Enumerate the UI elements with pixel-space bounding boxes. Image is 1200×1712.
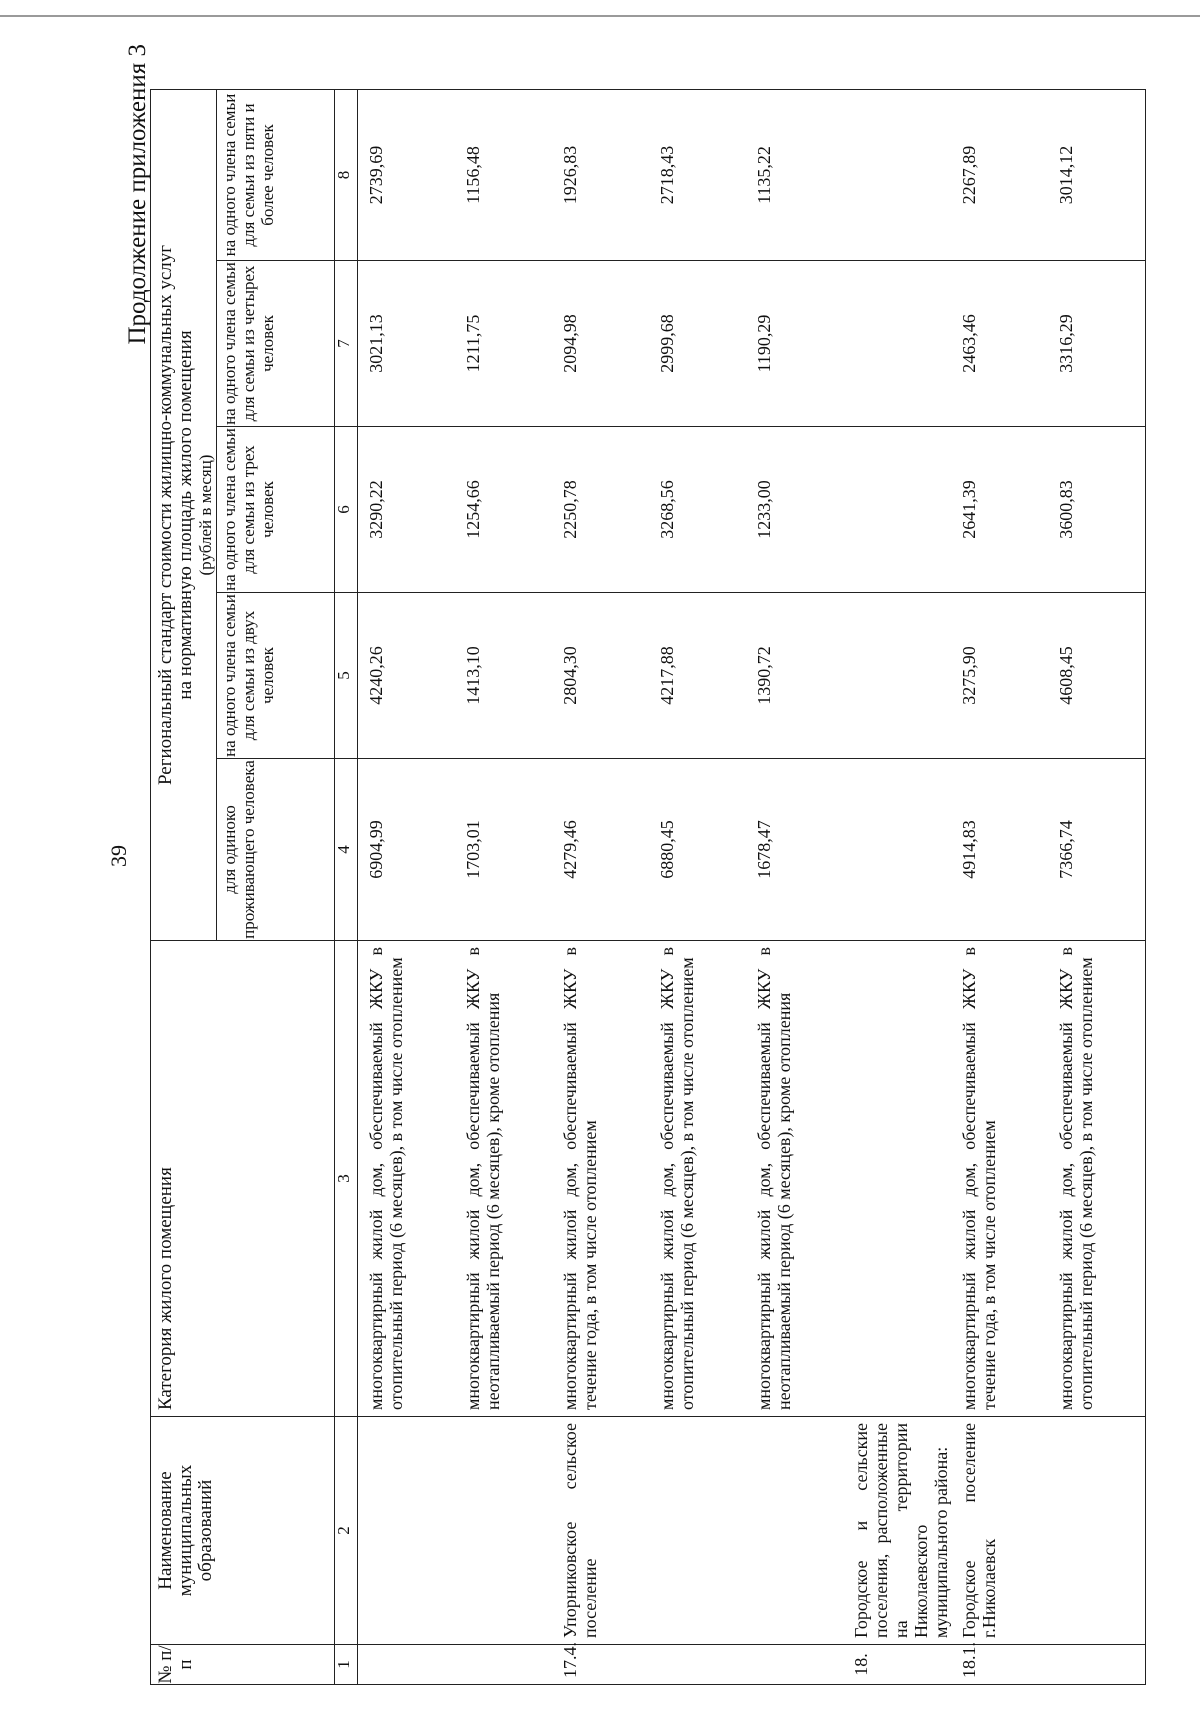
row-value-single: 1678,47 bbox=[746, 759, 843, 941]
row-number bbox=[649, 1645, 746, 1685]
header-standard-line2: на нормативную площадь жилого помещения bbox=[175, 330, 196, 700]
row-value-four: 3021,13 bbox=[358, 261, 456, 427]
row-value-four: 2094,98 bbox=[552, 261, 649, 427]
header-number-4: 4 bbox=[335, 759, 358, 941]
row-number: 18.1. bbox=[951, 1645, 1048, 1685]
row-value-five: 1156,48 bbox=[455, 90, 552, 261]
header-number-3: 3 bbox=[335, 941, 358, 1417]
table-row bbox=[455, 90, 552, 1685]
row-value-five: 2739,69 bbox=[358, 90, 456, 261]
header-col-standard bbox=[151, 90, 217, 941]
row-category: многоквартирный жилой дом, обеспечиваемый ЖКУ в течение года, в том числе отоплением bbox=[552, 941, 649, 1417]
row-value-single: 4914,83 bbox=[951, 759, 1048, 941]
row-value-two: 2804,30 bbox=[552, 593, 649, 759]
row-municipality bbox=[649, 1417, 746, 1645]
row-value-single: 4279,46 bbox=[552, 759, 649, 941]
row-value-four: 3316,29 bbox=[1048, 261, 1146, 427]
row-category: многоквартирный жилой дом, обеспечиваемый ЖКУ в течение года, в том числе отоплением bbox=[951, 941, 1048, 1417]
table-row bbox=[358, 90, 456, 1685]
table-row bbox=[1048, 90, 1146, 1685]
table-row bbox=[552, 90, 649, 1685]
row-value-three: 1233,00 bbox=[746, 427, 843, 593]
header-col-category-text: Категория жилого помещения bbox=[155, 1167, 176, 1410]
row-value-four: 1190,29 bbox=[746, 261, 843, 427]
row-number: 17.4. bbox=[552, 1645, 649, 1685]
row-municipality bbox=[746, 1417, 843, 1645]
row-value-four: 2463,46 bbox=[951, 261, 1048, 427]
header-standard-line1: Региональный стандарт стоимости жилищно-коммунальных услуг bbox=[155, 244, 176, 786]
row-value-four: 2999,68 bbox=[649, 261, 746, 427]
row-value-two: 4240,26 bbox=[358, 593, 456, 759]
row-value-two: 1413,10 bbox=[455, 593, 552, 759]
row-municipality: Упорниковское сельское поселение bbox=[552, 1417, 649, 1645]
row-value-five bbox=[843, 90, 951, 261]
row-category: многоквартирный жилой дом, обеспечиваемый ЖКУ в отопительный период (6 месяцев), в том числе отоплением bbox=[358, 941, 456, 1417]
header-standard-line3: (рублей в месяц) bbox=[196, 454, 215, 576]
row-category bbox=[843, 941, 951, 1417]
row-category: многоквартирный жилой дом, обеспечиваемый ЖКУ в неотапливаемый период (6 месяцев), кроме отопления bbox=[746, 941, 843, 1417]
header-number-7: 7 bbox=[335, 261, 358, 427]
continuation-heading: Продолжение приложения 3 bbox=[124, 44, 151, 345]
row-municipality: Городское и сельские поселения, расположенные на территории Николаевского муниципального района: bbox=[843, 1417, 951, 1645]
row-value-two: 3275,90 bbox=[951, 593, 1048, 759]
row-value-three: 2641,39 bbox=[951, 427, 1048, 593]
header-number-8: 8 bbox=[335, 90, 358, 261]
header-col-category bbox=[151, 941, 335, 1417]
row-value-single: 6880,45 bbox=[649, 759, 746, 941]
row-number bbox=[1048, 1645, 1146, 1685]
row-value-three: 3600,83 bbox=[1048, 427, 1146, 593]
row-category: многоквартирный жилой дом, обеспечиваемый ЖКУ в неотапливаемый период (6 месяцев), кроме отопления bbox=[455, 941, 552, 1417]
table-row bbox=[951, 90, 1048, 1685]
row-value-two bbox=[843, 593, 951, 759]
header-sub-single: для одиноко проживающего человека bbox=[217, 759, 335, 941]
row-value-two: 4217,88 bbox=[649, 593, 746, 759]
header-number-2: 2 bbox=[335, 1417, 358, 1645]
row-value-four: 1211,75 bbox=[455, 261, 552, 427]
row-number: 18. bbox=[843, 1645, 951, 1685]
page-number: 39 bbox=[106, 845, 131, 867]
table-body bbox=[358, 90, 1146, 1685]
header-number-6: 6 bbox=[335, 427, 358, 593]
row-value-five: 3014,12 bbox=[1048, 90, 1146, 261]
row-number bbox=[746, 1645, 843, 1685]
table-header bbox=[151, 90, 358, 1685]
header-sub-three: на одного члена семьи для семьи из трех человек bbox=[217, 427, 335, 593]
row-category: многоквартирный жилой дом, обеспечиваемый ЖКУ в отопительный период (6 месяцев), в том числе отоплением bbox=[649, 941, 746, 1417]
header-col-num: № п/п bbox=[151, 1645, 335, 1685]
row-value-single: 7366,74 bbox=[1048, 759, 1146, 941]
row-value-five: 2718,43 bbox=[649, 90, 746, 261]
standards-table bbox=[150, 89, 1146, 1685]
row-municipality: Городское поселение г.Николаевск bbox=[951, 1417, 1048, 1645]
row-municipality bbox=[1048, 1417, 1146, 1645]
header-sub-five: на одного члена семьи для семьи из пяти и более человек bbox=[217, 90, 335, 261]
header-sub-two: на одного члена семьи для семьи из двух человек bbox=[217, 593, 335, 759]
header-number-5: 5 bbox=[335, 593, 358, 759]
row-value-single: 1703,01 bbox=[455, 759, 552, 941]
row-value-three: 2250,78 bbox=[552, 427, 649, 593]
header-col-name: Наименование муниципальных образований bbox=[151, 1417, 335, 1645]
row-value-five: 2267,89 bbox=[951, 90, 1048, 261]
left-margin-line bbox=[0, 15, 1200, 17]
row-value-four bbox=[843, 261, 951, 427]
table-row bbox=[843, 90, 951, 1685]
row-value-two: 4608,45 bbox=[1048, 593, 1146, 759]
row-value-three: 3290,22 bbox=[358, 427, 456, 593]
table-row bbox=[746, 90, 843, 1685]
row-value-single bbox=[843, 759, 951, 941]
row-number bbox=[358, 1645, 456, 1685]
header-number-1: 1 bbox=[335, 1645, 358, 1685]
header-sub-four: на одного члена семьи для семьи из четырех человек bbox=[217, 261, 335, 427]
row-municipality bbox=[455, 1417, 552, 1645]
row-value-five: 1135,22 bbox=[746, 90, 843, 261]
row-value-two: 1390,72 bbox=[746, 593, 843, 759]
row-value-five: 1926,83 bbox=[552, 90, 649, 261]
table-row bbox=[649, 90, 746, 1685]
row-value-three: 1254,66 bbox=[455, 427, 552, 593]
row-value-single: 6904,99 bbox=[358, 759, 456, 941]
row-municipality bbox=[358, 1417, 456, 1645]
row-number bbox=[455, 1645, 552, 1685]
row-category: многоквартирный жилой дом, обеспечиваемый ЖКУ в отопительный период (6 месяцев), в том числе отоплением bbox=[1048, 941, 1146, 1417]
row-value-three: 3268,56 bbox=[649, 427, 746, 593]
row-value-three bbox=[843, 427, 951, 593]
